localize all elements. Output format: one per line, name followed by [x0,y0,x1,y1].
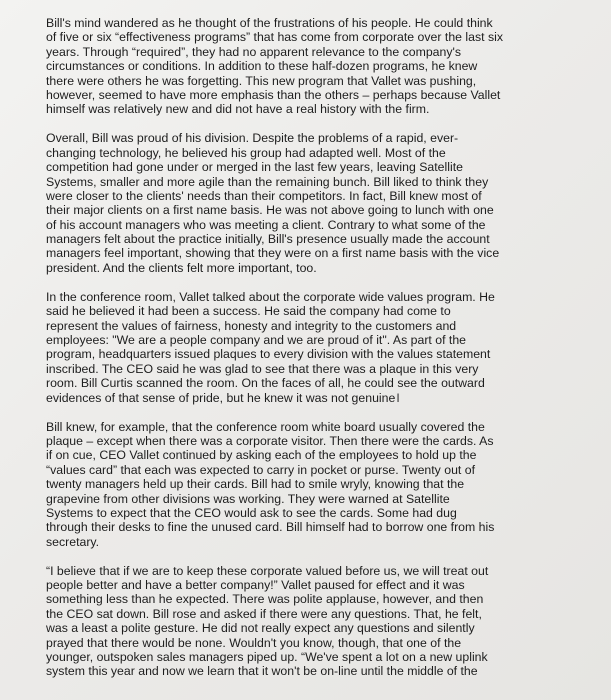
document-text [46,16,554,679]
text-line: president. And the clients felt more important, too. [46,260,317,275]
text-line: Bill's mind wandered as he thought of the frustrations of his people. He could think [46,16,493,30]
text-line: their major clients on a first name basis. He was not above going to lunch with one [46,203,494,218]
text-line-with-cursor[interactable] [46,391,554,405]
text-line: program, headquarters issued plaques to every division with the values statement [46,347,491,362]
text-line: represent the values of fairness, honesty and integrity to the customers and [46,318,457,333]
text-line: Overall, Bill was proud of his division. Despite the problems of a rapid, ever- [46,131,459,146]
text-line: managers felt about the practice initially, Bill's presence usually made the account [46,232,490,247]
text-line: however, seemed to have more emphasis than the others – perhaps because Vallet [46,87,501,102]
paragraph-5 [46,564,554,679]
text-line: competition had gone under or merged in the last few years, leaving Satellite [46,160,463,175]
text-line: Systems, smaller and more agile than the remaining bunch. Bill liked to think they [46,174,489,189]
paragraph-4 [46,420,554,550]
paragraph-1 [46,16,554,117]
text-line: something less than he expected. There was polite applause, however, and then [46,592,484,607]
text-line: of five or six “effectiveness programs” that has come from corporate over the last six [46,30,503,45]
text-line: secretary. [46,534,100,549]
text-line: if on cue, CEO Vallet continued by asking each of the employees to hold up the [46,448,477,463]
text-line: twenty managers held up their cards. Bill had to smile wryly, knowing that the [46,477,465,492]
text-line: was a least a polite gesture. He did not really expect any questions and silently [46,621,475,636]
paragraph-gap [46,549,554,564]
paragraph-2 [46,131,554,275]
text-line: inscribed. The CEO said he was glad to see that there was a plaque in this very [46,361,479,376]
text-line: changing technology, he believed his group had adapted well. Most of the [46,145,446,160]
text-line: Bill knew, for example, that the conference room white board usually covered the [46,419,485,434]
text-line: system this year and now we learn that it won't be on-line until the middle of the [46,664,478,679]
text-line: Systems to expect that the CEO would ask to see the cards. Some had dug [46,505,457,520]
text-line: himself was relatively new and did not have a real history with the firm. [46,102,430,117]
text-line: were closer to the clients' needs than their competitors. In fact, Bill knew most of [46,188,482,203]
text-line: evidences of that sense of pride, but he knew it was not genuine [46,390,396,405]
text-line: “values card” that each was expected to carry in pocket or purse. Twenty out of [46,462,476,477]
text-line: prayed that there would be none. Wouldn't you know, though, that one of the [46,635,462,650]
paragraph-gap [46,117,554,132]
text-line: “I believe that if we are to keep these corporate valued before us, we will treat out [46,563,489,578]
paragraph-gap [46,405,554,420]
text-line: there were others he was forgetting. This new program that Vallet was pushing, [46,73,477,88]
text-line: plaque – except when there was a corporate visitor. Then there were the cards. As [46,433,494,448]
paragraph-gap [46,275,554,290]
text-line: people better and have a better company!” Vallet paused for effect and it was [46,578,465,593]
text-line: In the conference room, Vallet talked about the corporate wide values program. He [46,289,495,304]
text-line: through their desks to fine the unused card. Bill himself had to borrow one from his [46,520,495,535]
text-line: years. Through “required”, they had no apparent relevance to the company's [46,44,461,59]
text-line: the CEO sat down. Bill rose and asked if there were any questions. That, he felt, [46,606,482,621]
text-line: said he believed it had been a success. He said the company had come to [46,304,451,319]
text-line: managers feel important, showing that they were on a first name basis with the vice [46,246,500,261]
text-line: employees: "We are a people company and we are proud of it". As part of the [46,333,467,347]
text-line: of his account managers who was meeting a client. Contrary to what some of the [46,217,486,232]
text-line: room. Bill Curtis scanned the room. On the faces of all, he could see the outward [46,376,485,391]
text-line: circumstances or conditions. In addition to these half-dozen programs, he knew [46,59,478,74]
text-cursor-icon: I [396,390,400,405]
paragraph-3 [46,290,554,405]
text-line: younger, outspoken sales managers piped up. “We've spent a lot on a new uplink [46,650,488,664]
text-line: grapevine from other divisions was working. They were warned at Satellite [46,491,450,506]
